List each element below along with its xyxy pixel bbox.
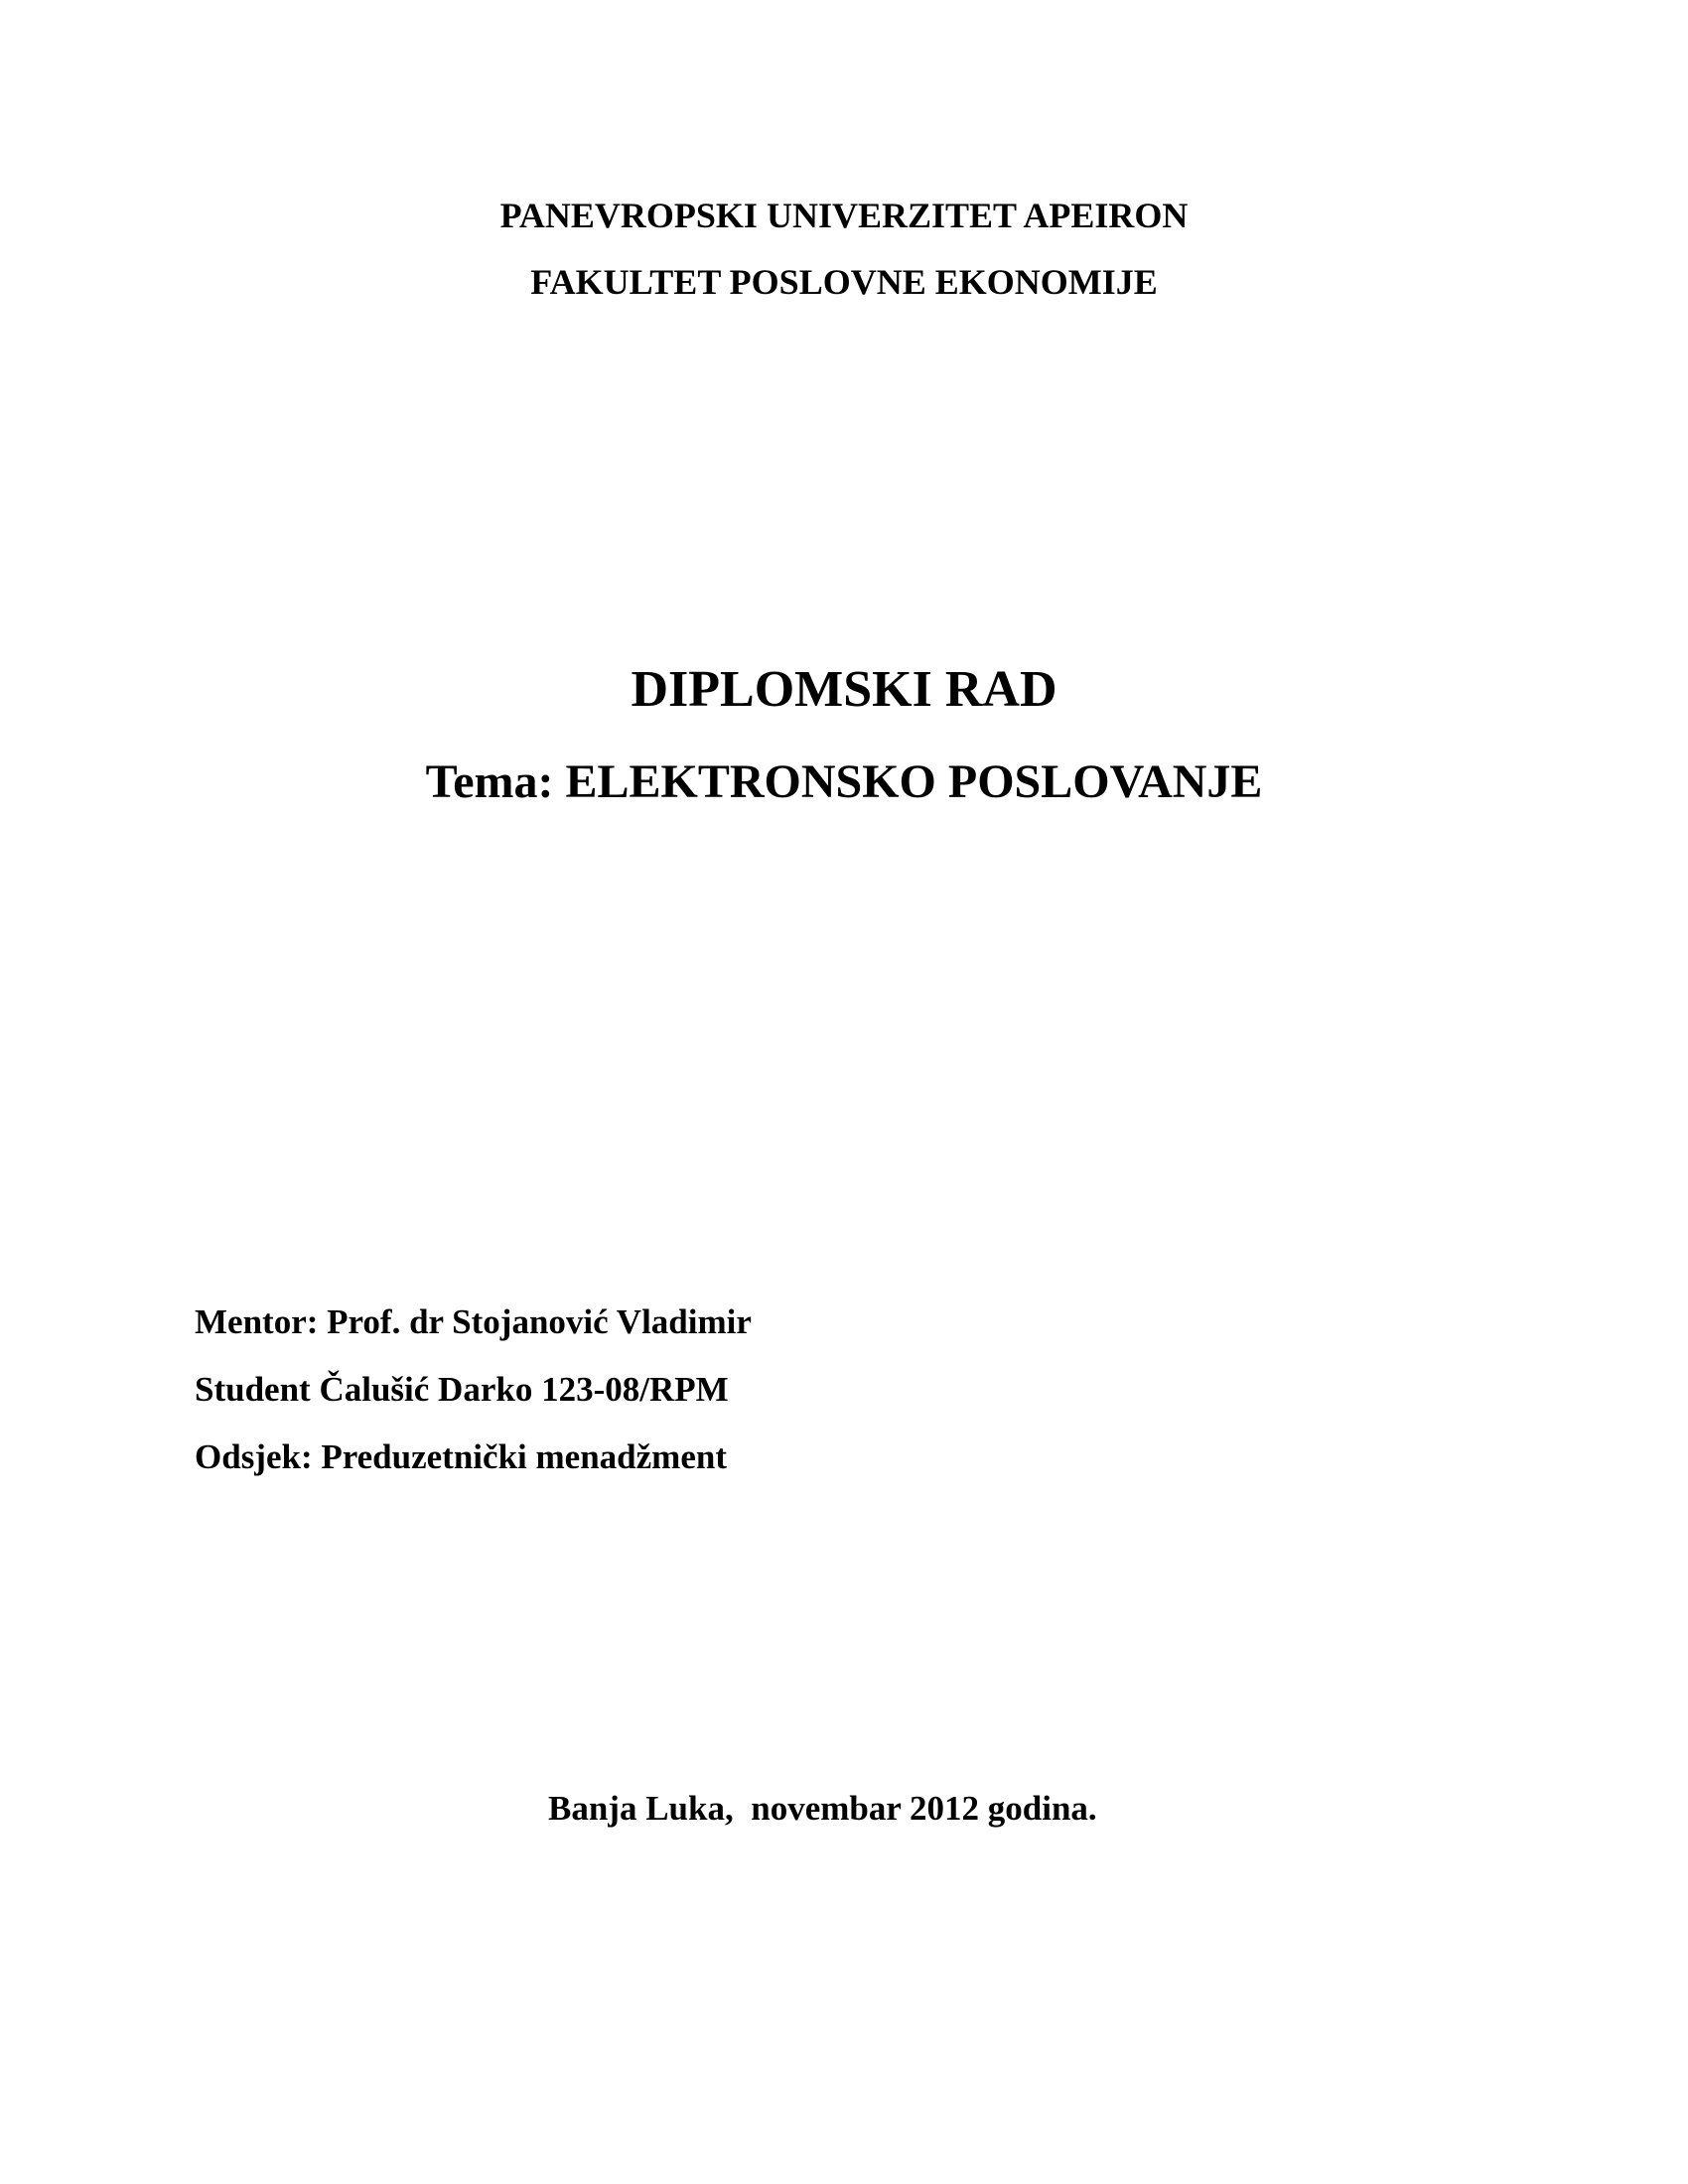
department-line: Odsjek: Preduzetnički menadžment <box>195 1437 727 1476</box>
thesis-topic: Tema: ELEKTRONSKO POSLOVANJE <box>425 755 1263 808</box>
place-date-line: Banja Luka, novembar 2012 godina. <box>548 1789 1097 1828</box>
document-type-heading: DIPLOMSKI RAD <box>631 661 1057 718</box>
mentor-line: Mentor: Prof. dr Stojanović Vladimir <box>195 1302 752 1341</box>
faculty-name: FAKULTET POSLOVNE EKONOMIJE <box>530 262 1158 302</box>
university-name: PANEVROPSKI UNIVERZITET APEIRON <box>499 196 1189 235</box>
student-line: Student Čalušić Darko 123-08/RPM <box>195 1370 729 1409</box>
